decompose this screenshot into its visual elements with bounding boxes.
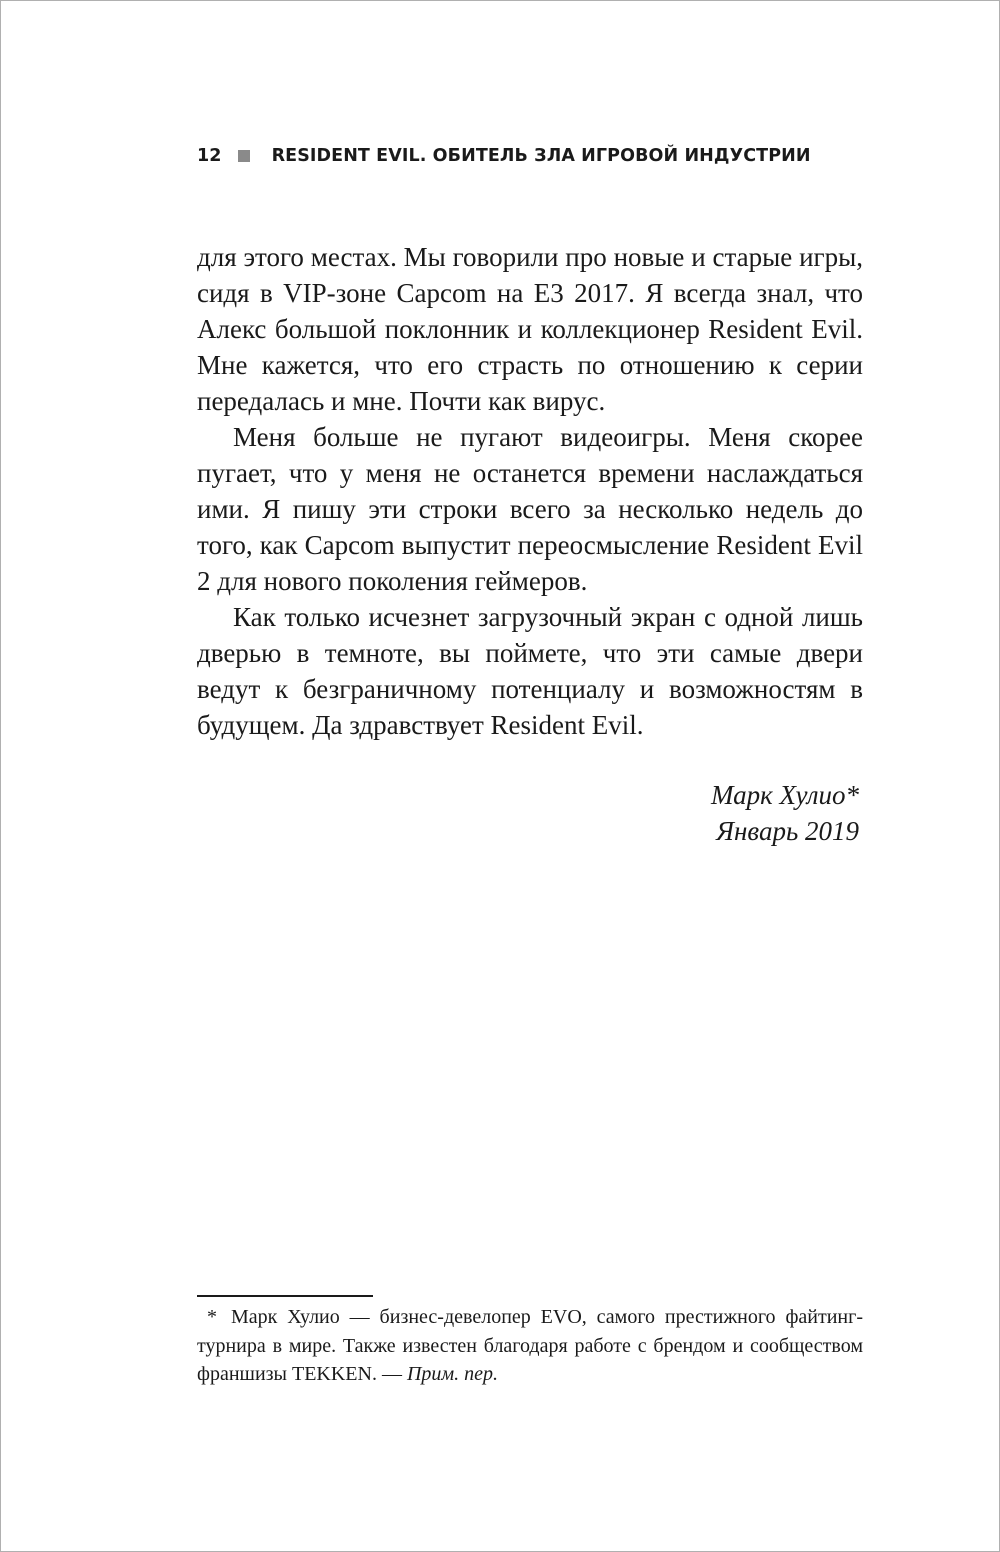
footnote-divider (197, 1295, 373, 1297)
page-number: 12 (197, 146, 222, 166)
paragraph: для этого местах. Мы говорили про новые и старые игры, сидя в VIP-зоне Capcom на E3 2017. Я всегда знал, что Алекс большой поклонник и коллекционер Resident Evil. Мне кажется, что его страсть по отношению к серии передалась и мне. Почти как вирус. (197, 242, 863, 416)
footnote-marker: * (207, 1306, 217, 1328)
signature-date: Январь 2019 (716, 816, 859, 846)
signature-author: Марк Хулио* (711, 780, 859, 810)
body-text (197, 239, 863, 743)
signature-block (711, 777, 859, 849)
footnote-text: Марк Хулио — бизнес-девелопер EVO, самого престижного файтинг-турнира в мире. Также известен благодаря работе с брендом и сообществом франшизы TEKKEN. — (197, 1306, 863, 1385)
book-title: RESIDENT EVIL. ОБИТЕЛЬ ЗЛА ИГРОВОЙ ИНДУСТРИИ (271, 146, 811, 166)
footnote-translator-note: Прим. пер. (406, 1363, 499, 1385)
running-head (197, 146, 811, 166)
square-bullet-icon (238, 150, 250, 162)
paragraph: Как только исчезнет загрузочный экран с одной лишь дверью в темноте, вы поймете, что эти самые двери ведут к безграничному потенциалу и возможностям в будущем. Да здравствует Resident Evil. (197, 602, 863, 740)
paragraph: Меня больше не пугают видеоигры. Меня скорее пугает, что у меня не останется времени наслаждаться ими. Я пишу эти строки всего за несколько недель до того, как Capcom выпустит переосмысление Resident Evil 2 для нового поколения геймеров. (197, 422, 863, 596)
footnote (197, 1303, 863, 1389)
